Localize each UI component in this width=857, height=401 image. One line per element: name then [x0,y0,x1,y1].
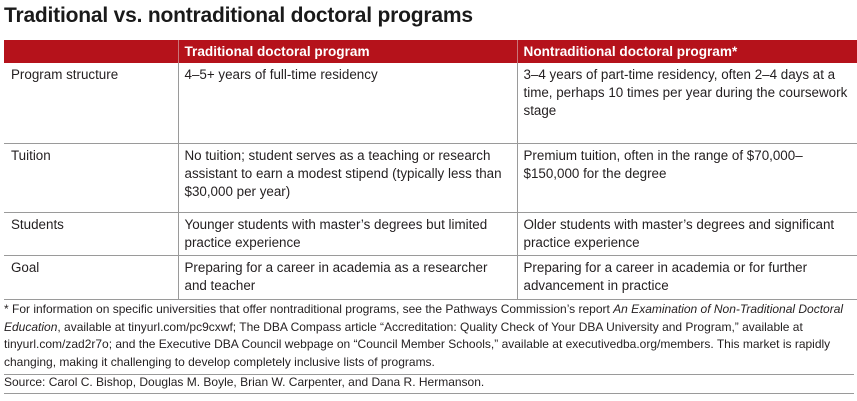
table-row [4,256,857,300]
footnote-report-title: An Examination of Non-Traditional Doctoral Education [4,302,844,334]
table-row [4,213,857,256]
header-traditional: Traditional doctoral program [178,40,517,63]
row-label: Students [4,213,178,256]
traditional-cell: No tuition; student serves as a teaching or research assistant to earn a modest stipend (typically less than $30,000 per year) [178,144,517,213]
header-nontraditional: Nontraditional doctoral program* [517,40,857,63]
row-label: Goal [4,256,178,300]
table-header-row [4,40,857,63]
header-blank [4,40,178,63]
traditional-cell: Younger students with master’s degrees but limited practice experience [178,213,517,256]
traditional-cell: Preparing for a career in academia as a researcher and teacher [178,256,517,300]
source-credit: Source: Carol C. Bishop, Douglas M. Boyle, Brian W. Carpenter, and Dana R. Hermanson. [4,374,854,394]
footnote-text-end: , available at tinyurl.com/pc9cxwf; The DBA Compass article “Accreditation: Quality Check of Your DBA University and Program,” available at tinyurl.com/zad2r7o; and the Executive DBA Council webpage on “Council Member Schools,” available at executivedba.org/members. This market is rapidly changing, making it challenging to develop completely inclusive lists of programs. [4,319,831,369]
traditional-cell: 4–5+ years of full-time residency [178,63,517,144]
page-title: Traditional vs. nontraditional doctoral programs [4,4,473,27]
nontraditional-cell: Premium tuition, often in the range of $70,000–$150,000 for the degree [517,144,857,213]
table-row [4,144,857,213]
nontraditional-cell: 3–4 years of part-time residency, often 2–4 days at a time, perhaps 10 times per year during the coursework stage [517,63,857,144]
footnote [4,301,854,375]
comparison-table [4,40,857,300]
table-row [4,63,857,144]
row-label: Tuition [4,144,178,213]
row-label: Program structure [4,63,178,144]
nontraditional-cell: Older students with master’s degrees and significant practice experience [517,213,857,256]
nontraditional-cell: Preparing for a career in academia or for further advancement in practice [517,256,857,300]
footnote-text-start: * For information on specific universities that offer nontraditional programs, see the Pathways Commission’s report [4,302,614,316]
